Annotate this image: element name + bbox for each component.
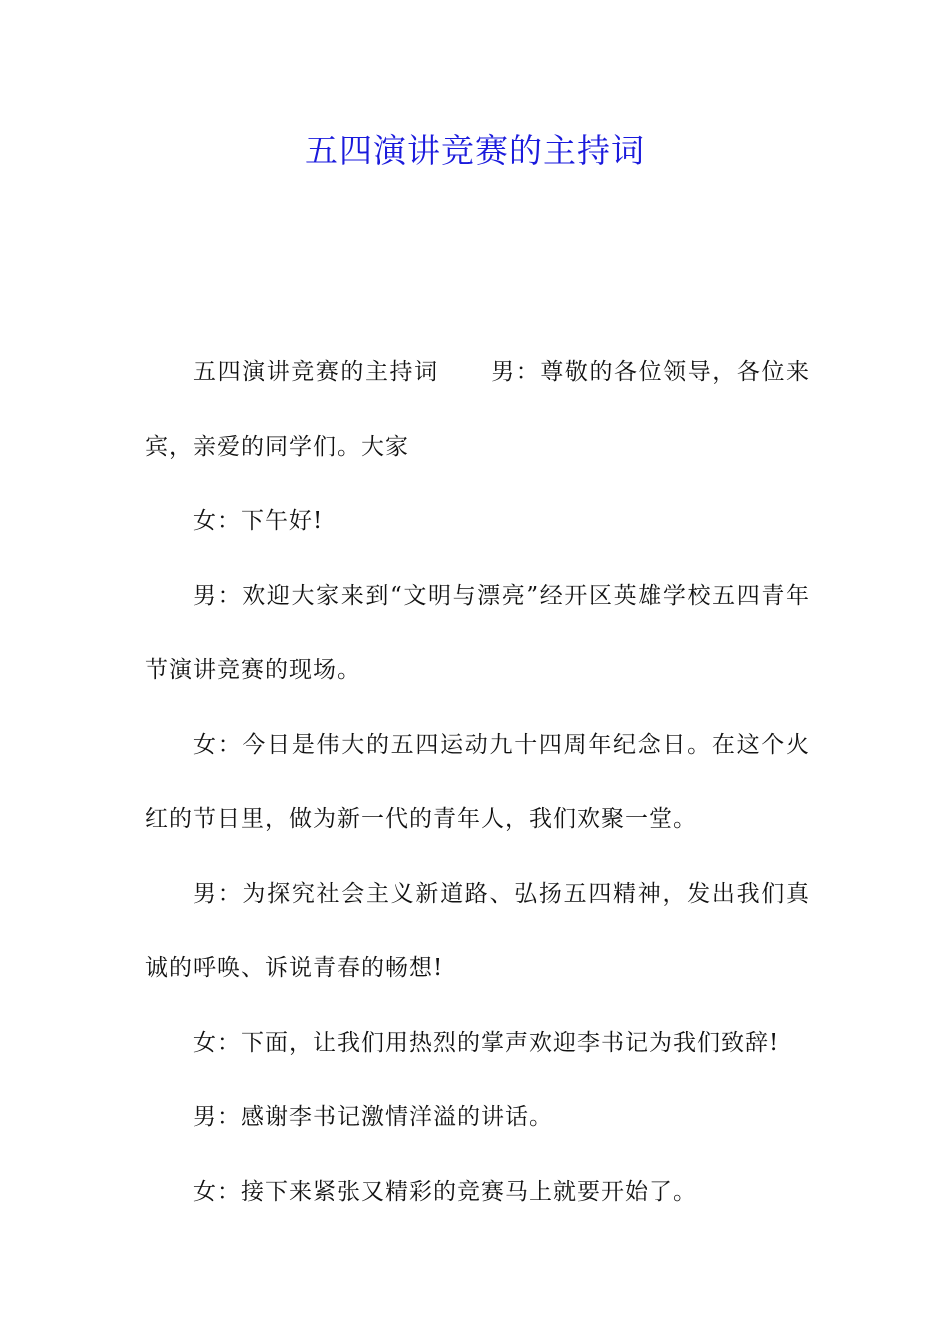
- paragraph-6: 女：下面，让我们用热烈的掌声欢迎李书记为我们致辞!: [193, 1029, 780, 1056]
- paragraph-5: 男：为探究社会主义新道路、弘扬五四精神，发出我们真诚的呼唤、诉说青春的畅想!: [145, 880, 810, 981]
- paragraph-7: 男：感谢李书记激情洋溢的讲话。: [193, 1104, 553, 1130]
- paragraph-4: 女：今日是伟大的五四运动九十四周年纪念日。在这个火红的节日里，做为新一代的青年人，我们欢聚一堂。: [145, 731, 810, 832]
- paragraph-text-1: 男：尊敬的各位领导，各位来宾，亲爱的同学们。大家: [145, 359, 811, 460]
- paragraph-2: 女：下午好!: [193, 508, 324, 534]
- document-title: 五四演讲竞赛的主持词: [305, 131, 645, 170]
- intro-heading: 五四演讲竞赛的主持词: [193, 359, 439, 385]
- paragraph-8: 女：接下来紧张又精彩的竞赛马上就要开始了。: [193, 1178, 697, 1205]
- document-body: [145, 335, 810, 1229]
- paragraph-1: [145, 335, 810, 484]
- paragraph-3: 男：欢迎大家来到“文明与漂亮”经开区英雄学校五四青年节演讲竞赛的现场。: [145, 582, 810, 683]
